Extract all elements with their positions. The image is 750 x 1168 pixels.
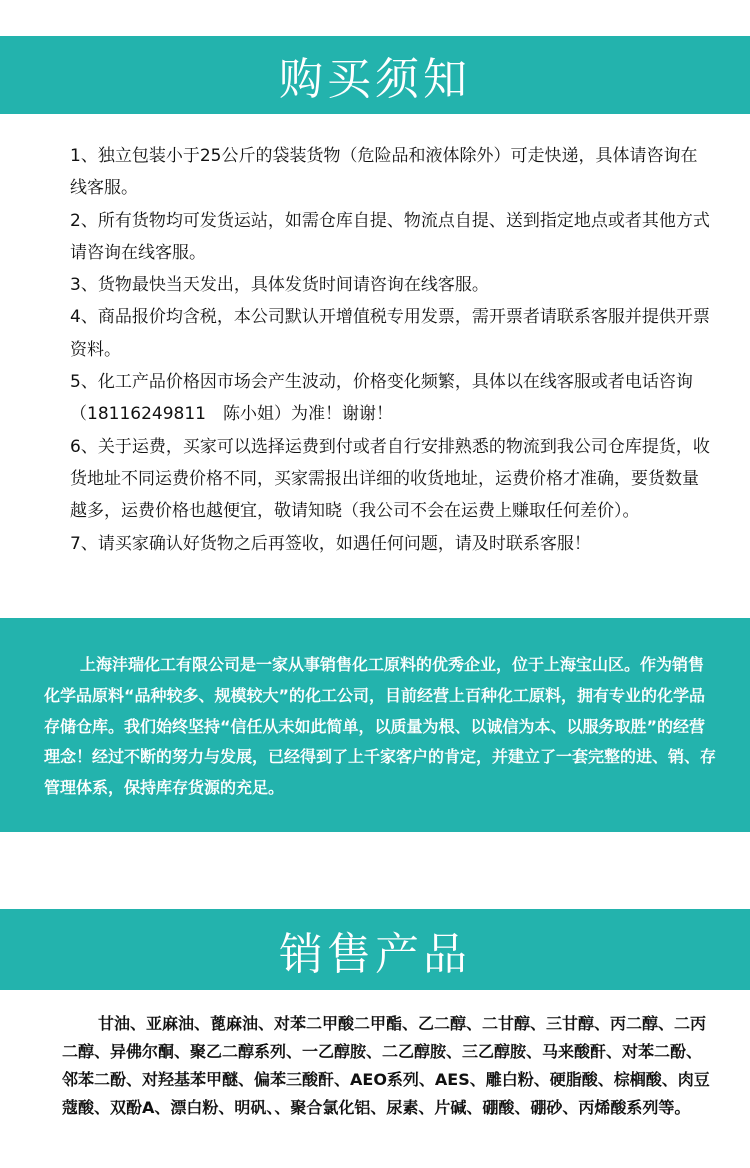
notice-item-5: 5、化工产品价格因市场会产生波动，价格变化频繁，具体以在线客服或者电话咨询（18116249811 陈小姐）为准！谢谢！ [70,372,693,425]
products-banner [0,909,750,990]
notice-item-1: 1、独立包装小于25公斤的袋装货物（危险品和液体除外）可走快递，具体请咨询在线客服。 [70,146,698,199]
notice-item-4: 4、商品报价均含税，本公司默认开增值税专用发票，需开票者请联系客服并提供开票资料。 [70,307,710,360]
notice-item-3: 3、货物最快当天发出，具体发货时间请咨询在线客服。 [70,275,489,296]
notice-item-2: 2、所有货物均可发货运站，如需仓库自提、物流点自提、送到指定地点或者其他方式请咨询在线客服。 [70,210,710,263]
company-intro-panel [0,618,750,832]
company-intro-text: 上海沣瑞化工有限公司是一家从事销售化工原料的优秀企业，位于上海宝山区。作为销售化学品原料“品种较多、规模较大”的化工公司，目前经营上百种化工原料，拥有专业的化学品存储仓库。我们始终坚持“信任从未如此简单，以质量为根、以诚信为本、以服务取胜”的经营理念！经过不断的努力与发展，已经得到了上千家客户的肯定，并建立了一套完整的进、销、存管理体系，保持库存货源的充足。 [44,655,717,798]
notice-banner [0,36,750,114]
products-title: 销售产品 [279,928,471,980]
product-list: 甘油、亚麻油、蓖麻油、对苯二甲酸二甲酯、乙二醇、二甘醇、三甘醇、丙二醇、二丙二醇、异佛尔酮、聚乙二醇系列、一乙醇胺、二乙醇胺、三乙醇胺、马来酸酐、对苯二酚、邻苯二酚、对羟基苯甲醚、偏苯三酸酐、AEO系列、AES、雕白粉、硬脂酸、棕榈酸、肉豆蔻酸、双酚A、漂白粉、明矾、、聚合氯化铝、尿素、片碱、硼酸、硼砂、丙烯酸系列等。 [62,1014,710,1117]
notice-title: 购买须知 [279,54,471,105]
notice-list [70,140,710,560]
notice-item-6: 6、关于运费，买家可以选择运费到付或者自行安排熟悉的物流到我公司仓库提货，收货地址不同运费价格不同，买家需报出详细的收货地址，运费价格才准确，要货数量越多，运费价格也越便宜，敬请知晓（我公司不会在运费上赚取任何差价）。 [70,436,710,522]
notice-item-7: 7、请买家确认好货物之后再签收，如遇任何问题，请及时联系客服！ [70,533,591,554]
